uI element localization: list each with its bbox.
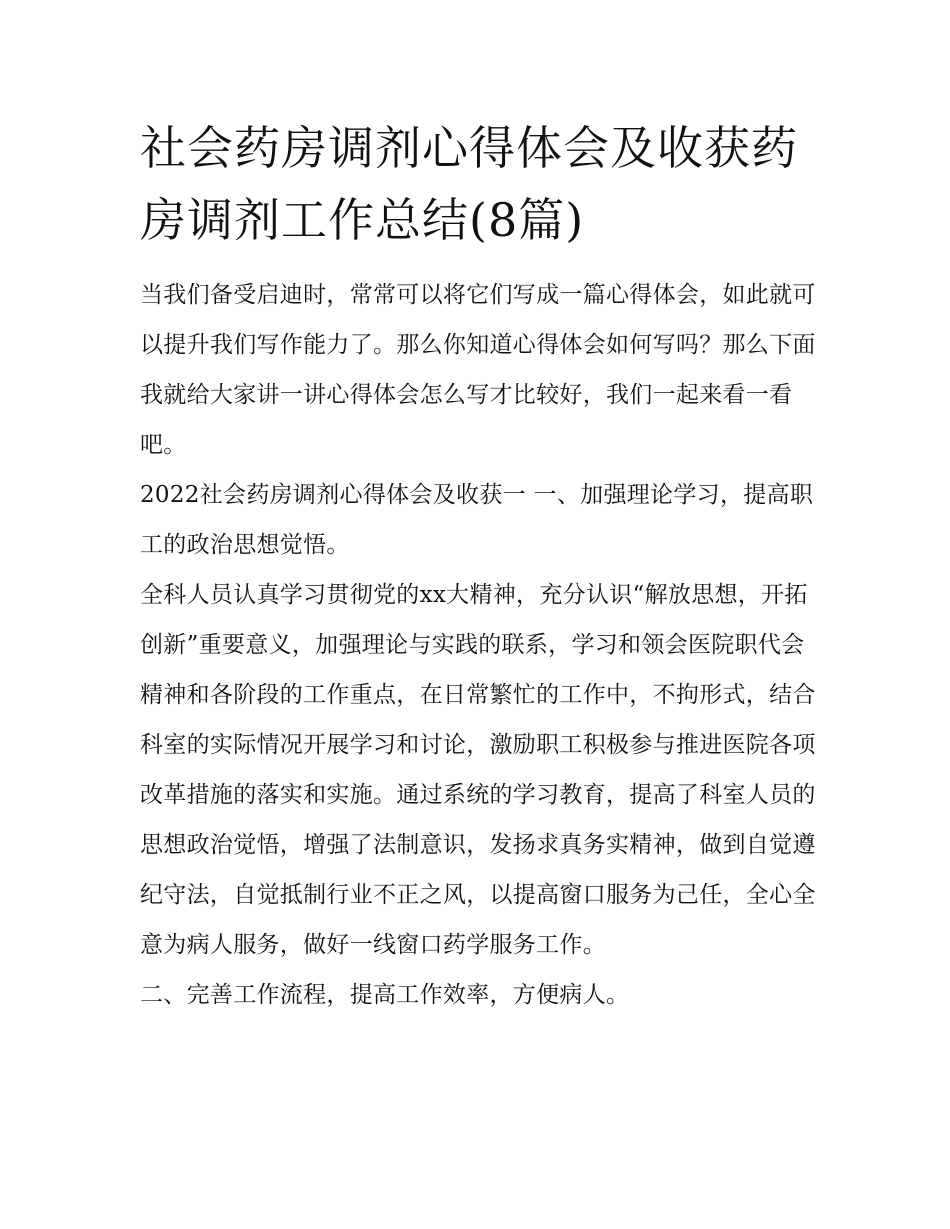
intro-paragraph: 当我们备受启迪时，常常可以将它们写成一篇心得体会，如此就可以提升我们写作能力了。那么你知道心得体会如何写吗？那么下面我就给大家讲一讲心得体会怎么写才比较好，我们一起来看一看吧。 — [140, 282, 816, 458]
section-one-heading: 2022社会药房调剂心得体会及收获一 一、加强理论学习，提高职工的政治思想觉悟。 — [140, 482, 814, 558]
section-two-heading: 二、完善工作流程，提高工作效率，方便病人。 — [140, 982, 630, 1008]
document-page — [140, 112, 820, 1020]
section-one-body: 全科人员认真学习贯彻党的xx大精神，充分认识“解放思想，开拓创新”重要意义，加强理论与实践的联系，学习和领会医院职代会精神和各阶段的工作重点，在日常繁忙的工作中，不拘形式，结合科室的实际情况开展学习和讨论，激励职工积极参与推进医院各项改革措施的落实和实施。通过系统的学习教育，提高了科室人员的思想政治觉悟，增强了法制意识，发扬求真务实精神，做到自觉遵纪守法，自觉抵制行业不正之风，以提高窗口服务为己任，全心全意为病人服务，做好一线窗口药学服务工作。 — [140, 582, 816, 958]
document-title: 社会药房调剂心得体会及收获药房调剂工作总结(8篇) — [140, 121, 798, 247]
